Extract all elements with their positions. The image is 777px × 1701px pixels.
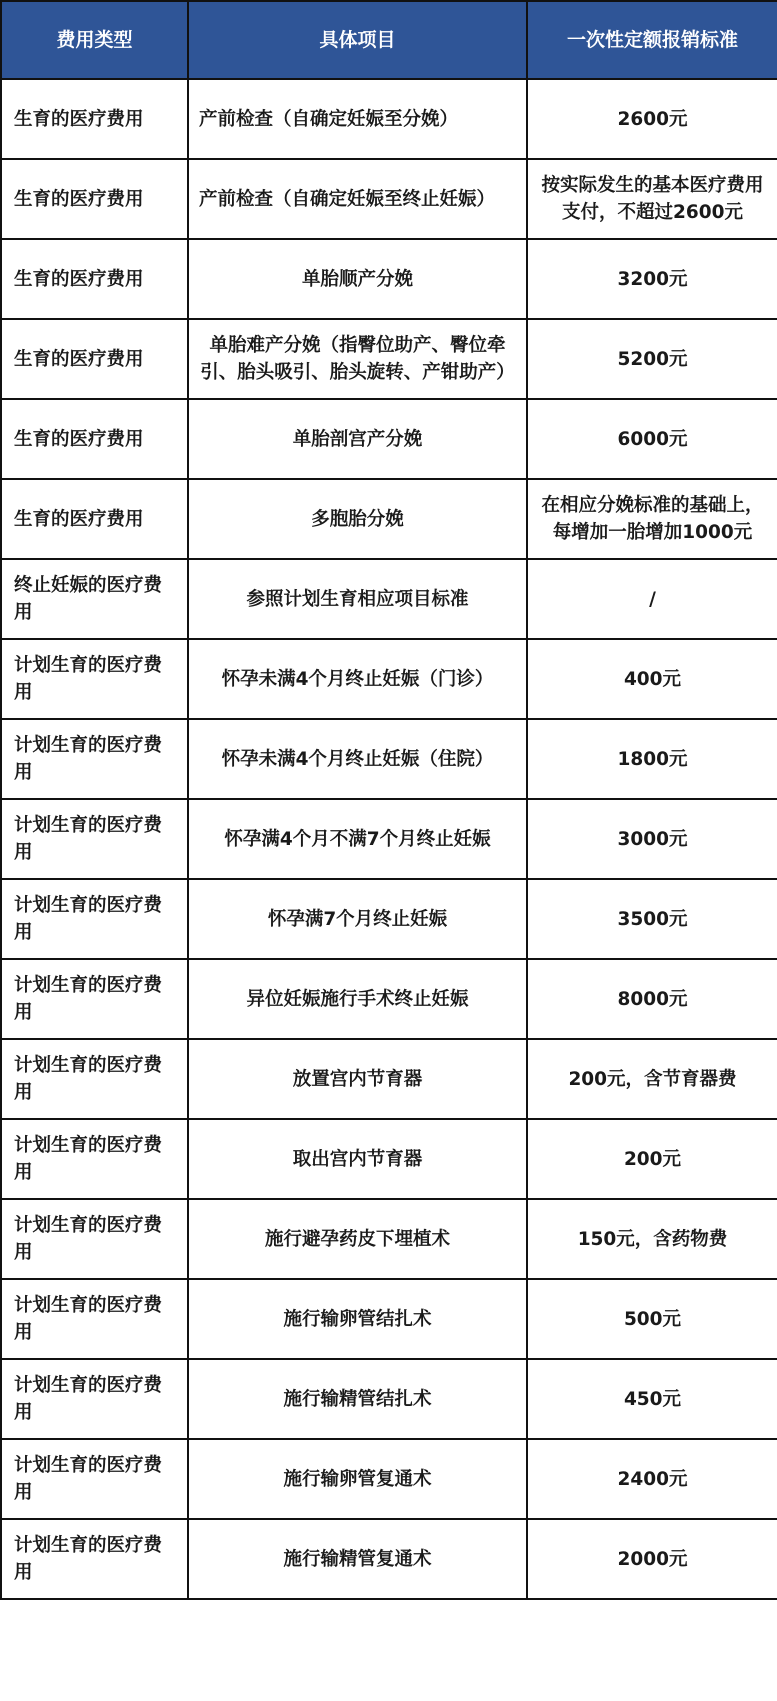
expense-type-cell: 计划生育的医疗费用 — [1, 959, 188, 1039]
table-row — [1, 799, 777, 879]
item-cell: 取出宫内节育器 — [188, 1119, 527, 1199]
item-cell: 施行输卵管结扎术 — [188, 1279, 527, 1359]
item-cell: 多胞胎分娩 — [188, 479, 527, 559]
table-row — [1, 639, 777, 719]
standard-cell: 6000元 — [527, 399, 777, 479]
item-cell: 产前检查（自确定妊娠至终止妊娠） — [188, 159, 527, 239]
header-expense-type: 费用类型 — [1, 1, 188, 79]
header-specific-item: 具体项目 — [188, 1, 527, 79]
item-cell: 怀孕满7个月终止妊娠 — [188, 879, 527, 959]
item-cell: 怀孕未满4个月终止妊娠（门诊） — [188, 639, 527, 719]
item-cell: 单胎剖宫产分娩 — [188, 399, 527, 479]
expense-type-cell: 计划生育的医疗费用 — [1, 1199, 188, 1279]
table-row — [1, 879, 777, 959]
table-body — [1, 79, 777, 1599]
item-cell: 怀孕满4个月不满7个月终止妊娠 — [188, 799, 527, 879]
expense-type-cell: 计划生育的医疗费用 — [1, 1439, 188, 1519]
expense-type-cell: 计划生育的医疗费用 — [1, 1119, 188, 1199]
table-row — [1, 1439, 777, 1519]
item-cell: 异位妊娠施行手术终止妊娠 — [188, 959, 527, 1039]
standard-cell: 2600元 — [527, 79, 777, 159]
table-row — [1, 1279, 777, 1359]
table-row — [1, 959, 777, 1039]
expense-type-cell: 计划生育的医疗费用 — [1, 639, 188, 719]
table-row — [1, 1519, 777, 1599]
standard-cell: / — [527, 559, 777, 639]
expense-type-cell: 生育的医疗费用 — [1, 79, 188, 159]
standard-cell: 200元，含节育器费 — [527, 1039, 777, 1119]
item-cell: 施行输精管结扎术 — [188, 1359, 527, 1439]
standard-cell: 2400元 — [527, 1439, 777, 1519]
table-header — [1, 1, 777, 79]
standard-cell: 450元 — [527, 1359, 777, 1439]
table-row — [1, 1039, 777, 1119]
standard-cell: 150元，含药物费 — [527, 1199, 777, 1279]
standard-cell: 1800元 — [527, 719, 777, 799]
item-cell: 施行避孕药皮下埋植术 — [188, 1199, 527, 1279]
standard-cell: 2000元 — [527, 1519, 777, 1599]
item-cell: 施行输卵管复通术 — [188, 1439, 527, 1519]
standard-cell: 8000元 — [527, 959, 777, 1039]
item-cell: 参照计划生育相应项目标准 — [188, 559, 527, 639]
expense-type-cell: 生育的医疗费用 — [1, 239, 188, 319]
standard-cell: 在相应分娩标准的基础上，每增加一胎增加1000元 — [527, 479, 777, 559]
item-cell: 施行输精管复通术 — [188, 1519, 527, 1599]
header-row — [1, 1, 777, 79]
expense-type-cell: 计划生育的医疗费用 — [1, 1359, 188, 1439]
item-cell: 产前检查（自确定妊娠至分娩） — [188, 79, 527, 159]
item-cell: 放置宫内节育器 — [188, 1039, 527, 1119]
expense-type-cell: 计划生育的医疗费用 — [1, 1039, 188, 1119]
item-cell: 单胎难产分娩（指臀位助产、臀位牵引、胎头吸引、胎头旋转、产钳助产） — [188, 319, 527, 399]
expense-type-cell: 计划生育的医疗费用 — [1, 1279, 188, 1359]
expense-type-cell: 计划生育的医疗费用 — [1, 879, 188, 959]
item-cell: 怀孕未满4个月终止妊娠（住院） — [188, 719, 527, 799]
table-row — [1, 319, 777, 399]
table-row — [1, 239, 777, 319]
standard-cell: 3000元 — [527, 799, 777, 879]
standard-cell: 按实际发生的基本医疗费用支付，不超过2600元 — [527, 159, 777, 239]
table-row — [1, 719, 777, 799]
item-cell: 单胎顺产分娩 — [188, 239, 527, 319]
standard-cell: 500元 — [527, 1279, 777, 1359]
table-row — [1, 1359, 777, 1439]
expense-type-cell: 生育的医疗费用 — [1, 159, 188, 239]
expense-type-cell: 生育的医疗费用 — [1, 319, 188, 399]
header-reimbursement-standard: 一次性定额报销标准 — [527, 1, 777, 79]
table-row — [1, 479, 777, 559]
standard-cell: 3200元 — [527, 239, 777, 319]
standard-cell: 3500元 — [527, 879, 777, 959]
table-row — [1, 79, 777, 159]
expense-type-cell: 计划生育的医疗费用 — [1, 1519, 188, 1599]
table-row — [1, 1199, 777, 1279]
standard-cell: 400元 — [527, 639, 777, 719]
expense-type-cell: 生育的医疗费用 — [1, 399, 188, 479]
expense-type-cell: 计划生育的医疗费用 — [1, 719, 188, 799]
table-row — [1, 159, 777, 239]
expense-type-cell: 终止妊娠的医疗费用 — [1, 559, 188, 639]
expense-type-cell: 生育的医疗费用 — [1, 479, 188, 559]
table-row — [1, 1119, 777, 1199]
table-row — [1, 399, 777, 479]
table-row — [1, 559, 777, 639]
standard-cell: 5200元 — [527, 319, 777, 399]
standard-cell: 200元 — [527, 1119, 777, 1199]
expense-type-cell: 计划生育的医疗费用 — [1, 799, 188, 879]
